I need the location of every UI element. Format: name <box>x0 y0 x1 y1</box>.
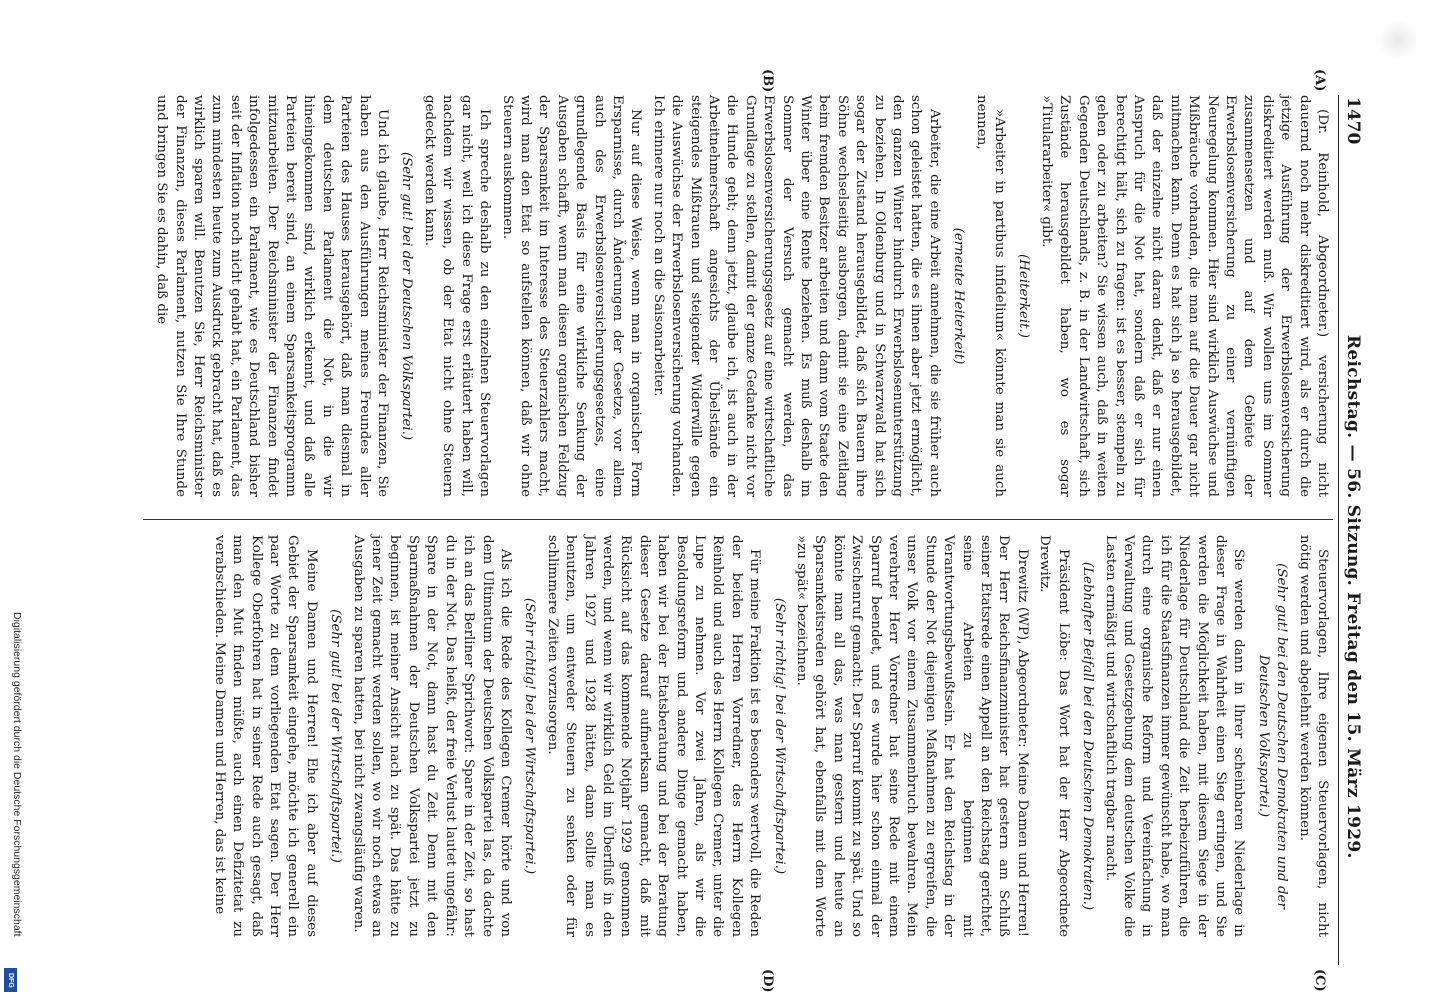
interjection: (Sehr richtig! bei der Wirtschaftspartei.) <box>771 597 787 875</box>
paragraph: Meine Damen und Herren! Ehe ich aber auf dieses Gebiet der Sparsamkeit eingehe, möchte ich generell ein paar Worte zu dem vorliegenden Etat sagen. Der Herr Kollege Oberfohren hat in seiner Rede auch gesagt, daß man den Mut finden müßte, auch einen Defizitetat zu verabschieden. Meine Damen und Herren, das ist keine <box>211 535 319 937</box>
margin-marker-d: (D) <box>760 969 775 993</box>
paragraph: Arbeiter, die eine Arbeit annehmen, die sie früher auch schon geleistet hatten, die es ihnen aber jetzt ermöglicht, den ganzen Winter hindurch Erwerbslosenunterstützung zu beziehen. In Oldenburg und in Schwarzwald hat sich sogar der Zustand herausgebildet, daß sich Bauern ihre Söhne wechselseitig ausborgen, damit sie eine Zeitlang beim fremden Besitzer arbeiten und dann vom Staate den Winter über eine Rente beziehen. Es muß deshalb im Sommer der Versuch gemacht werden, das Erwerbslosenversicherungsgesetz auf eine wirtschaftliche Grundlage zu stellen, damit der ganze Gedanke nicht vor die Hunde geht; denn jetzt, glaube ich, ist auch in der Arbeitnehmerschaft angesichts der Übelstände ein steigendes Mißtrauen und steigender Widerwille gegen die Auswüchse der Erwerbslosenversicherung vorhanden. Ich erinnere nur noch an die Saisonarbeiter. <box>650 95 942 497</box>
interjection: (Sehr gut! bei der Deutschen Volkspartei.) <box>399 151 415 441</box>
margin-marker-b: (B) <box>760 69 775 93</box>
dfg-logo <box>4 968 17 992</box>
interjection: (Sehr gut! bei den Deutschen Demokraten und der Deutschen Volkspartei.) <box>1255 563 1290 909</box>
page-header <box>1338 95 1365 965</box>
paragraph: Sie werden dann in Ihrer scheinbaren Niederlage in dieser Frage in Wahrheit einen Sieg erringen, und Sie werden die Möglichkeit haben, mit diesem Siege in der Niederlage für Deutschland die Zeit herbeizuführen, die ich für die Staatsfinanzen immer gewünscht habe, wo man durch eine organische Reform und Vereinfachung in Verwaltung und Gesetzgebung dem deutschen Volke die Lasten ermäßigt und wirtschaftlich tragbar macht. <box>1102 535 1247 937</box>
interjection: (Lebhafter Beifall bei den Deutschen Demokraten.) <box>1080 561 1096 911</box>
paragraph: Als ich die Rede des Kollegen Cremer hörte und von dem Ultimatum der Deutschen Volkspartei las, da dachte ich an das Berliner Sprichwort: Spare in der Zeit, so hast du in der Not. Das heißt, der freie Verlust lautet ungefähr: Spare in der Not, dann hast du Zeit. Denn mit den Sparmaßnahmen der Deutschen Volkspartei jetzt zu beginnen, ist meiner Ansicht nach zu spät. Das hätte zu jener Zeit gemacht werden sollen, wo wir noch etwas an Ausgaben zu sparen hatten, bei nicht zwangsläufig waren. <box>350 535 513 937</box>
running-title: Reichstag. — 56. Sitzung. Freitag den 15. März 1929. <box>1343 335 1363 859</box>
digitization-footer <box>0 0 22 1000</box>
page-number: 1470 <box>1343 97 1363 145</box>
paragraph: »Arbeiter in partibus infidelium« könnte man sie auch nennen, <box>973 95 1008 497</box>
paper-stain <box>1378 20 1418 60</box>
speaker-paragraph: Drewitz (WP), Abgeordneter: Meine Damen und Herren! Der Herr Reichsfinanzminister hat gestern am Schluß seiner Etatsrede einen Appell an den Reichstag gerichtet, seine Arbeiten zu beginnen mit Verantwortungsbewußtsein. Er hat den Reichstag in der Stunde der Not diejenigen Maßnahmen zu ergreifen, die unser Volk vor einem Zusammenbruch bewahren. Mein verehrter Herr Vorredner hat seine Rede mit einem Sparruf beendet, und es wurde hier schon einmal der Zwischenruf gemacht: Der Sparruf kommt zu spät. Und so könnte man all das, was man gestern und heute an Sparsamkeitsreden gehört hat, ebenfalls mit dem Worte »zu spät« bezeichnen. <box>794 535 1030 937</box>
interjection: (Sehr richtig! bei der Wirtschaftspartei.) <box>522 597 538 875</box>
rotated-page <box>135 69 1365 993</box>
margin-marker-c: (C) <box>1312 969 1327 992</box>
margin-marker-a: (A) <box>1312 69 1327 92</box>
paragraph: Und ich glaube, Herr Reichsminister der Finanzen, Sie haben aus den Ausführungen meines Freundes aller Parteien des Hauses herausgehört, daß man diesmal in dem deutschen Parlament die Not, in die wir hineingekommen sind, wirklich erkennt, und daß alle Parteien bereit sind, an einem Sparsamkeitsprogramm mitzuarbeiten. Der Reichsminister der Finanzen findet infolgedessen ein Parlament, wie es Deutschland bisher seit der Inflation noch nicht gehabt hat, ein Parlament, das zum mindesten heute zum Ausdruck gebracht hat, daß es wirklich sparen will. Benutzen Sie, Herr Reichsminister der Finanzen, dieses Parlament, nutzen Sie Ihre Stunde und bringen Sie es dahin, daß die <box>154 95 391 497</box>
interjection: (Heiterkeit.) <box>1016 254 1032 338</box>
paragraph: (Dr. Reinhold, Abgeordneter.) versicherung nicht dauernd noch mehr diskreditiert wird, als er durch die jetzige Ausführung der Erwerbslosenversicherung diskreditiert werden muß. Wir wollen uns im Sommer zusammensetzen und auf dem Gebiete der Erwerbslosenversicherung zu einer vernünftigen Neuregelung kommen. Hier sind wirklich Auswüchse und Mißbräuche vorhanden, die man auf die Dauer gar nicht mitmachen kann. Denn es hat sich ja so herausgebildet, daß der einzelne nicht daran denkt, daß er nur einen Anspruch für die Not hat, sondern daß er sich für berechtigt hält, sich zu fragen: ist es besser, stempeln zu gehen oder zu arbeiten? Sie wissen auch, daß in weiten Gegenden Deutschlands, z. B. in der Landwirtschaft, sich Zustände herausgebildet haben, wo es sogar »Titulararbeiter« gibt. <box>1038 95 1330 497</box>
interjection: (erneute Heiterkeit) <box>951 227 967 365</box>
left-column <box>148 95 1331 497</box>
interjection: (Sehr gut! bei der Wirtschaftspartei.) <box>328 609 344 863</box>
column-divider <box>143 519 1333 520</box>
paragraph: Für meine Fraktion ist es besonders wertvoll, die Reden der beiden Herren Vorredner, des Herrn Kollegen Reinhold und auch des Herrn Kollegen Cremer, unter die Lupe zu nehmen. Vor zwei Jahren, als wir die Besoldungsreform und andere Dinge gemacht haben, haben wir bei der Etatsberatung und bei der Beratung dieser Gesetze darauf aufmerksam gemacht, daß mit Rücksicht auf das kommende Notjahr 1929 genommen werden, und wenn wir wirklich Geld im Überfluß in den Jahren 1927 und 1928 hätten, dann sollte man es benutzen, um entweder Steuern zu senken oder für schlimmere Zeiten vorzusorgen. <box>544 535 763 937</box>
dfg-logo-text: DFG <box>7 973 14 988</box>
paragraph: Ich spreche deshalb zu den einzelnen Steuervorlagen gar nicht, weil ich diese Frage erst erläutert haben will, nachdem wir wissen, ob der Etat nicht ohne Steuern gedeckt werden kann. <box>421 95 493 497</box>
paragraph: Steuervorlagen, Ihre eigenen Steuervorlagen, nicht nötig werden und abgelehnt werden können. <box>1296 535 1330 937</box>
speaker-paragraph: Präsident Löbe: Das Wort hat der Herr Abgeordnete Drewitz. <box>1037 535 1071 937</box>
right-column <box>205 535 1331 937</box>
funding-credit: Digitalisierung gefördert durch die Deutsche Forschungsgemeinschaft <box>11 612 23 937</box>
paragraph: Nur auf diese Weise, wenn man in organischer Form Ersparnisse, durch Änderungen der Gesetze, vor allem auch des Erwerbslosenversicherungsgesetzes, eine grundlegende Basis für eine wirkliche Senkung der Ausgaben schafft, wenn man diesen organischen Feldzug der Sparsamkeit im Interesse des Steuerzahlers macht, wird man den Etat so aufstellen können, daß wir ohne Steuern auskommen. <box>499 95 644 497</box>
